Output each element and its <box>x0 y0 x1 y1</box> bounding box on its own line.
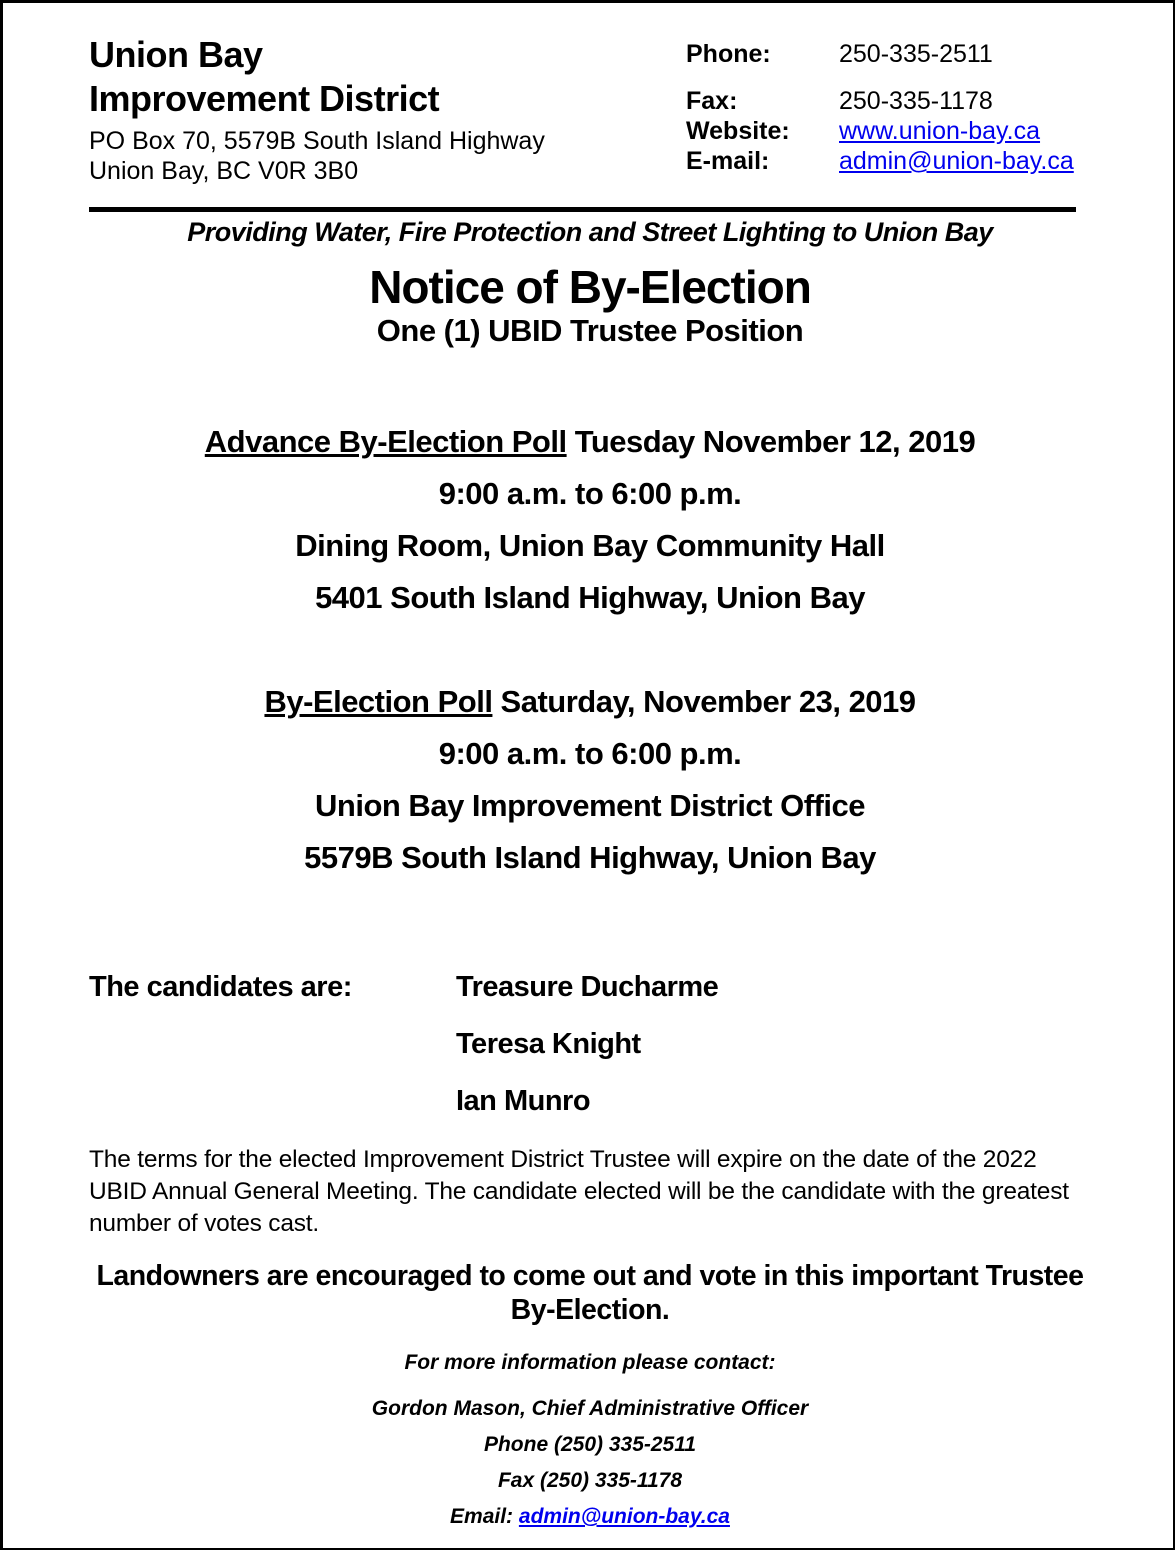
letterhead <box>89 33 1091 186</box>
footer-email-label: Email: <box>450 1505 519 1528</box>
election-poll-place: Union Bay Improvement District Office <box>315 788 865 823</box>
advance-poll-heading-date: Tuesday November 12, 2019 <box>566 424 976 459</box>
contact-info-block <box>686 33 1091 176</box>
contact-row-website <box>686 116 1091 146</box>
terms-paragraph: The terms for the elected Improvement District Trustee will expire on the date of the 2022 UBID Annual General Meeting. The candidate elected will be the candidate with the greatest number of votes cast. <box>89 1146 1069 1237</box>
vote-encouragement-statement: Landowners are encouraged to come out and vote in this important Trustee By-Election. <box>96 1260 1084 1326</box>
candidate-name-2: Teresa Knight <box>456 1028 641 1060</box>
candidate-name-3: Ian Munro <box>456 1085 591 1117</box>
website-link[interactable]: www.union-bay.ca <box>839 117 1041 145</box>
footer-contact-fax: Fax (250) 335-1178 <box>497 1469 683 1492</box>
email-link[interactable]: admin@union-bay.ca <box>839 147 1074 175</box>
organization-name <box>89 33 545 121</box>
page-title: Notice of By-Election <box>369 261 811 313</box>
election-poll-section <box>89 676 1091 884</box>
candidate-names-list <box>456 970 718 1118</box>
address-line1: PO Box 70, 5579B South Island Highway <box>89 127 545 155</box>
footer-email-link[interactable]: admin@union-bay.ca <box>518 1505 730 1528</box>
election-poll-heading <box>89 676 1091 728</box>
election-poll-heading-date: Saturday, November 23, 2019 <box>492 684 916 719</box>
tagline: Providing Water, Fire Protection and Street Lighting to Union Bay <box>187 217 993 247</box>
footer-contact-block <box>89 1351 1091 1529</box>
election-poll-time: 9:00 a.m. to 6:00 p.m. <box>438 736 742 771</box>
election-poll-heading-underlined: By-Election Poll <box>264 684 493 719</box>
organization-name-line2: Improvement District <box>89 78 440 119</box>
advance-poll-heading <box>89 416 1091 468</box>
address-line2: Union Bay, BC V0R 3B0 <box>89 157 359 185</box>
contact-row-phone <box>686 39 1091 69</box>
phone-value: 250-335-2511 <box>839 40 993 68</box>
advance-poll-place: Dining Room, Union Bay Community Hall <box>295 528 885 563</box>
advance-poll-heading-underlined: Advance By-Election Poll <box>204 424 567 459</box>
candidate-name-1: Treasure Ducharme <box>456 971 719 1003</box>
advance-poll-time: 9:00 a.m. to 6:00 p.m. <box>438 476 742 511</box>
contact-row-email <box>686 146 1091 176</box>
footer-contact-person: Gordon Mason, Chief Administrative Officer <box>371 1397 809 1420</box>
email-label: E-mail: <box>686 147 770 175</box>
footer-contact-email-line <box>89 1505 1091 1529</box>
candidates-section <box>89 970 1091 1118</box>
candidates-label: The candidates are: <box>89 971 352 1003</box>
contact-row-fax <box>686 86 1091 116</box>
footer-contact-phone: Phone (250) 335-2511 <box>483 1433 697 1456</box>
page-subtitle: One (1) UBID Trustee Position <box>376 313 804 348</box>
advance-poll-address: 5401 South Island Highway, Union Bay <box>315 580 865 615</box>
phone-label: Phone: <box>686 40 771 68</box>
header-divider-rule <box>89 207 1076 212</box>
fax-value: 250-335-1178 <box>839 87 993 115</box>
organization-block <box>89 33 545 186</box>
advance-poll-section <box>89 416 1091 624</box>
footer-contact-intro: For more information please contact: <box>404 1351 776 1374</box>
fax-label: Fax: <box>686 87 738 115</box>
organization-address <box>89 126 545 186</box>
website-label: Website: <box>686 117 790 145</box>
organization-name-line1: Union Bay <box>89 34 263 75</box>
election-poll-address: 5579B South Island Highway, Union Bay <box>304 840 876 875</box>
